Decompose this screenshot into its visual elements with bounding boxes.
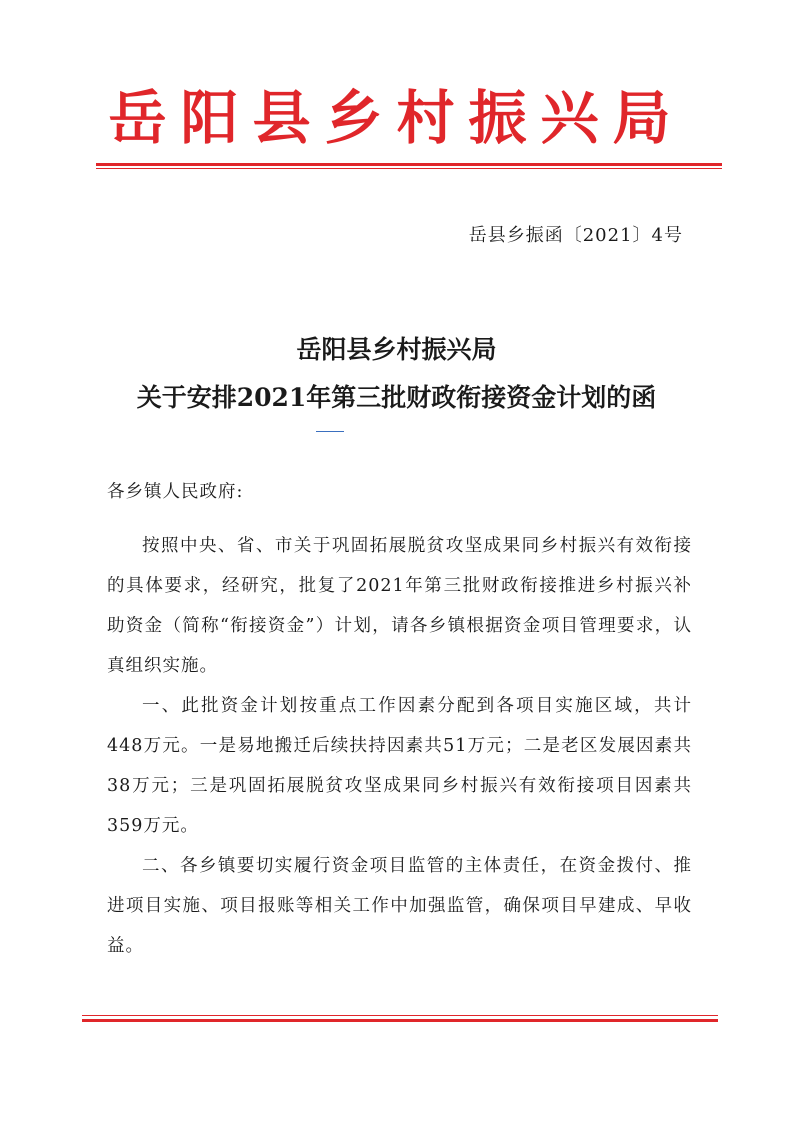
paragraph-item-2: 二、各乡镇要切实履行资金项目监管的主体责任，在资金拨付、推进项目实施、项目报账等相关工作中加强监管，确保项目早建成、早收益。 bbox=[107, 856, 692, 956]
document-number: 岳县乡振函〔2021〕4号 bbox=[468, 225, 683, 246]
footer-divider-thin bbox=[82, 1015, 718, 1016]
document-title-line1: 岳阳县乡村振兴局 bbox=[296, 335, 497, 364]
paragraph-intro: 按照中央、省、市关于巩固拓展脱贫攻坚成果同乡村振兴有效衔接的具体要求，经研究，批复了2021年第三批财政衔接推进乡村振兴补助资金（简称“衔接资金”）计划，请各乡镇根据资金项目管理要求，认真组织实施。 bbox=[107, 536, 692, 676]
document-title-line2: 关于安排2021年第三批财政衔接资金计划的函 bbox=[136, 383, 657, 412]
footer-divider-thick bbox=[82, 1019, 718, 1022]
title-underline-mark bbox=[316, 431, 344, 432]
letterhead-divider-thick bbox=[96, 163, 722, 166]
letterhead-title: 岳阳县乡村振兴局 bbox=[108, 84, 685, 152]
paragraph-item-1: 一、此批资金计划按重点工作因素分配到各项目实施区域，共计448万元。一是易地搬迁后续扶持因素共51万元；二是老区发展因素共38万元；三是巩固拓展脱贫攻坚成果同乡村振兴有效衔接项目因素共359万元。 bbox=[107, 696, 692, 836]
letterhead-divider-thin bbox=[96, 168, 722, 169]
salutation: 各乡镇人民政府: bbox=[107, 482, 244, 502]
